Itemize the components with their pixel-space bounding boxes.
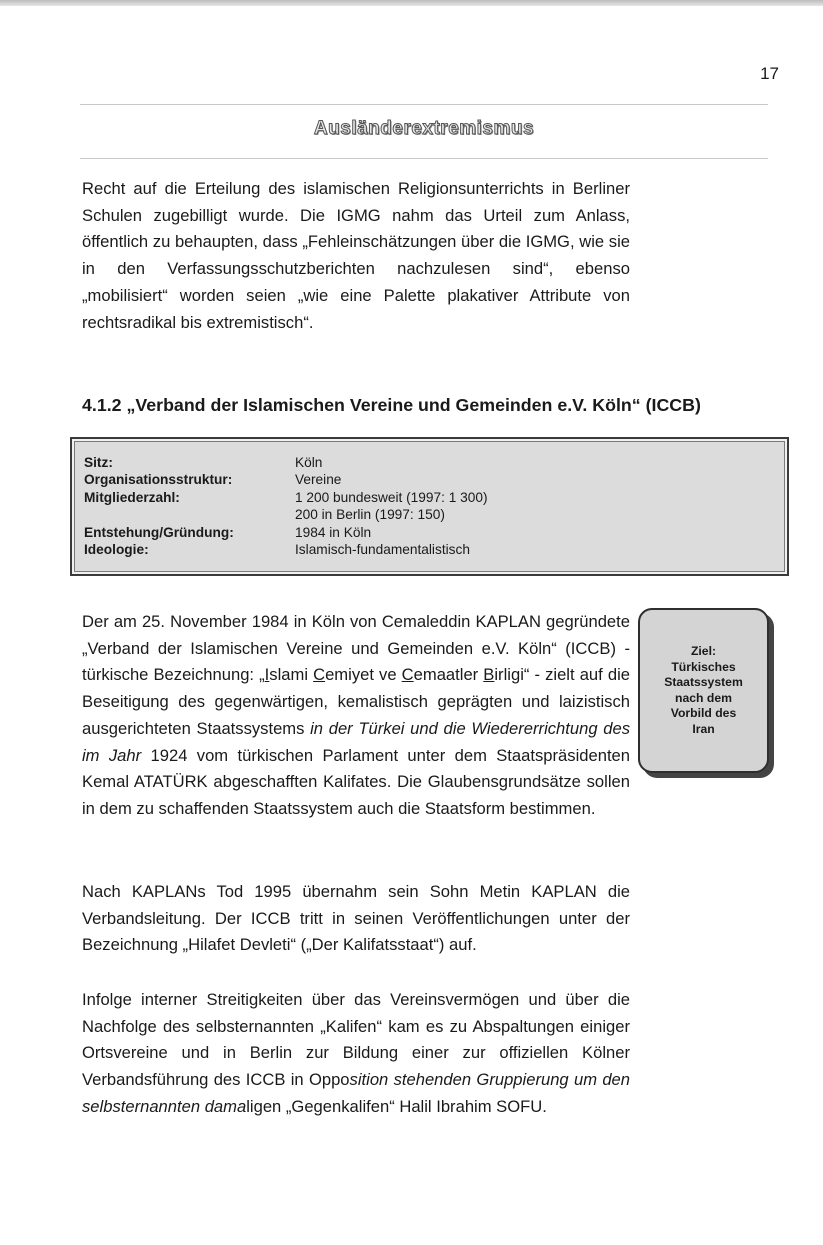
text-run: irligi“ - zielt auf die Beseitigung des gegenwärtigen, kemalistisch geprägten und laizistisch ausgerichteten Staatssystems [82, 665, 630, 738]
goal-sidebar-text [664, 644, 743, 737]
fact-value: 1 200 bundesweit (1997: 1 300) [295, 489, 488, 505]
fact-value: 200 in Berlin (1997: 150) [295, 507, 445, 523]
fact-label: Sitz: [84, 455, 113, 470]
underlined-initial: I [264, 665, 270, 685]
fact-label: Organisationsstruktur: [84, 472, 233, 488]
fact-value: 1984 in Köln [295, 524, 372, 540]
section-heading: 4.1.2 „Verband der Islamischen Vereine und Gemeinden e.V. Köln“ (ICCB) [82, 395, 701, 415]
text-run: emiyet ve [325, 665, 402, 685]
text-run: Infolge interner Streitigkeiten über das Vereinsvermögen und über die Nachfolge des selbsternannten „Kalifen“ kam es zu Abspaltungen einiger Ortsvereine und in Berlin zur Bildung einer zur offiziellen Kölner Verbandsführung des ICCB in Oppo [82, 990, 630, 1090]
fact-value: Vereine [295, 472, 342, 488]
goal-line: Staatssystem [664, 675, 743, 689]
text-run: Der am 25. November 1984 in Köln von Cemaleddin KAPLAN gegründete „Verband der Islamischen Vereine und Gemeinden e.V. Köln“ (ICCB) - türkische Bezeichnung: „ [82, 612, 630, 685]
underlined-initial: C [401, 665, 414, 685]
fact-row-seat [84, 454, 488, 471]
fact-row-ideology [84, 541, 488, 558]
fact-box [70, 437, 789, 576]
fact-row-founding [84, 524, 488, 541]
goal-line: Iran [692, 721, 715, 736]
goal-line: Vorbild des [670, 706, 737, 720]
underlined-initial: C [313, 665, 326, 685]
fact-table [84, 454, 488, 558]
fact-label: Mitgliederzahl: [84, 489, 180, 505]
fact-label: Entstehung/Gründung: [84, 524, 234, 540]
goal-line: Ziel: [690, 644, 717, 658]
header-rule-bottom [80, 158, 768, 159]
fact-label: Ideologie: [84, 542, 149, 558]
fact-value: Köln [295, 455, 323, 470]
goal-sidebar-box [638, 608, 769, 773]
fact-row-members-berlin [84, 506, 488, 523]
goal-line: nach dem [675, 690, 732, 705]
fact-row-organisation [84, 471, 488, 488]
text-run: 1924 vom türkischen Parlament unter dem Staatspräsidenten Kemal ATATÜRK abgeschafften Kalifates. Die Glaubensgrundsätze sollen in dem zu schaffenden Staatssystem auch die Staatsform bestimmen. [82, 745, 631, 818]
text-run: slami [269, 665, 314, 685]
underlined-initial: B [483, 665, 495, 685]
paragraph-leadership: Nach KAPLANs Tod 1995 übernahm sein Sohn Metin KAPLAN die Verbandsleitung. Der ICCB tritt in seinen Veröffentlichungen unter der Bezeichnung „Hilafet Devleti“ („Der Kalifatsstaat“) auf. [82, 882, 630, 955]
paragraph-religious-education: Recht auf die Erteilung des islamischen Religionsunterrichts in Berliner Schulen zugebilligt wurde. Die IGMG nahm das Urteil zum Anlass, öffentlich zu behaupten, dass „Fehleinschätzungen über die IGMG, wie sie in den Verfassungsschutzberichten nachzulesen sind“, ebenso „mobilisiert“ worden seien „wie eine Palette plakativer Attribute von rechtsradikal bis extremistisch“. [82, 179, 630, 332]
page-number: 17 [760, 64, 779, 83]
header-rule-top [80, 104, 768, 105]
running-header: Ausländerextremismus [313, 118, 535, 139]
italic-text-run: in der Türkei und die Wiedererrichtung des im Jahr [82, 718, 631, 765]
goal-line: Türkisches [671, 659, 736, 674]
text-run: ligen „Gegenkalifen“ Halil Ibrahim SOFU. [246, 1096, 547, 1116]
fact-row-members [84, 489, 488, 506]
fact-value: Islamisch-fundamentalistisch [295, 542, 470, 558]
italic-text-run: sition stehenden Gruppierung um den selbsternannten dama [82, 1070, 631, 1116]
scan-top-band [0, 0, 823, 6]
paragraph-splits [82, 987, 630, 1121]
fact-label [84, 506, 295, 523]
text-run: emaatler [413, 665, 484, 685]
paragraph-iccb-founding [82, 609, 630, 823]
